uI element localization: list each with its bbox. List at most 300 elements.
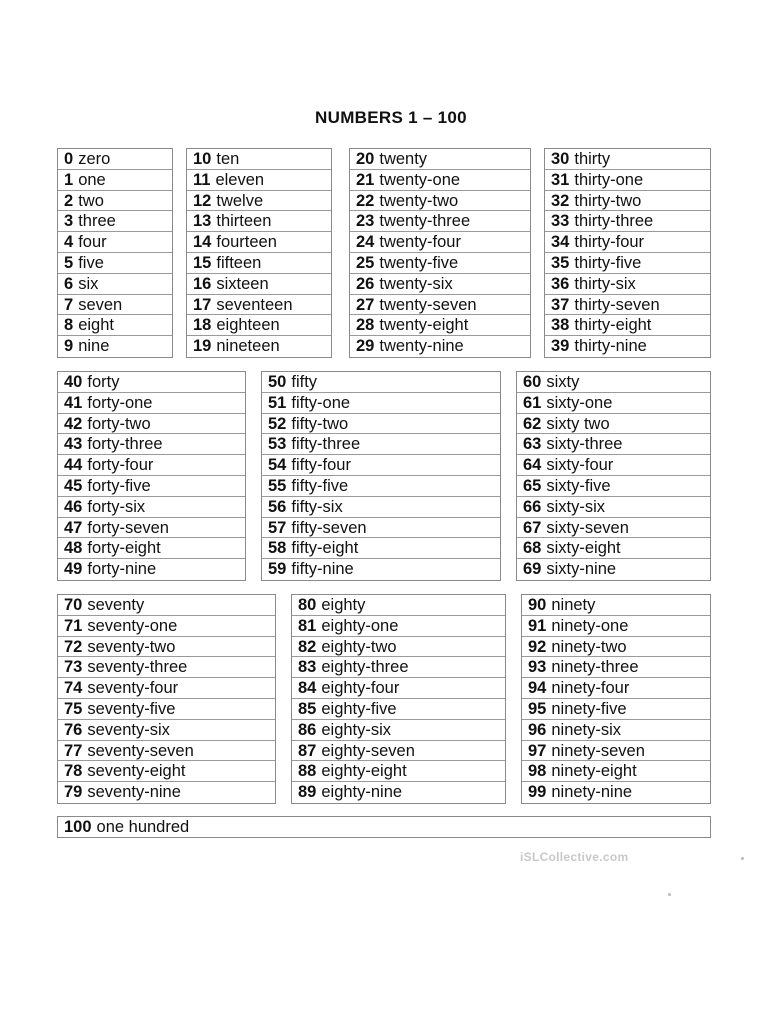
number-row [522, 741, 710, 762]
number-word: thirteen [216, 212, 272, 231]
number-row [58, 274, 172, 295]
number-row [58, 455, 245, 476]
numeral: 79 [64, 783, 83, 802]
number-word: sixty two [546, 414, 610, 433]
numeral: 38 [551, 316, 570, 335]
number-word: zero [78, 150, 111, 168]
numeral: 2 [64, 191, 74, 210]
numeral: 10 [193, 150, 212, 168]
numeral: 98 [528, 762, 547, 781]
numeral: 75 [64, 699, 83, 718]
number-word: ninety-eight [551, 762, 637, 781]
number-row [58, 232, 172, 253]
numeral: 15 [193, 253, 212, 272]
numeral: 17 [193, 295, 212, 314]
numeral: 27 [356, 295, 375, 314]
number-word: forty-eight [87, 539, 161, 558]
number-word: seventy-seven [87, 741, 194, 760]
number-row [350, 211, 530, 232]
numeral: 55 [268, 476, 287, 495]
numeral: 62 [523, 414, 542, 433]
number-word: eighty-six [321, 720, 392, 739]
numeral: 29 [356, 337, 375, 356]
number-group-100 [57, 816, 711, 838]
number-word: forty-five [87, 476, 151, 495]
number-row [262, 455, 500, 476]
number-word: ninety-six [551, 720, 622, 739]
number-row [58, 149, 172, 170]
number-group-20-29 [349, 148, 531, 358]
numeral: 48 [64, 539, 83, 558]
numeral: 50 [268, 373, 287, 391]
number-row [522, 616, 710, 637]
numeral: 7 [64, 295, 74, 314]
number-row [58, 170, 172, 191]
number-word: ninety [551, 596, 596, 614]
number-word: sixty-eight [546, 539, 621, 558]
number-word: twelve [216, 191, 264, 210]
number-row [517, 393, 710, 414]
numeral: 85 [298, 699, 317, 718]
number-word: seventy-six [87, 720, 170, 739]
number-group-80-89 [291, 594, 506, 804]
number-row [58, 741, 275, 762]
number-word: thirty-four [574, 233, 645, 252]
number-row [522, 637, 710, 658]
numeral: 87 [298, 741, 317, 760]
number-row [517, 434, 710, 455]
number-word: forty-one [87, 393, 153, 412]
number-word: eighty-nine [321, 783, 403, 802]
numeral: 37 [551, 295, 570, 314]
number-word: thirty-one [574, 170, 644, 189]
number-row [517, 476, 710, 497]
number-row [350, 253, 530, 274]
number-word: forty-nine [87, 560, 157, 579]
number-word: twenty-eight [379, 316, 469, 335]
number-row [517, 538, 710, 559]
number-word: eighteen [216, 316, 280, 335]
number-word: seventy-one [87, 616, 178, 635]
number-row [187, 336, 331, 357]
number-word: sixty-one [546, 393, 613, 412]
number-word: eighty-five [321, 699, 397, 718]
number-row [58, 518, 245, 539]
number-word: eighty-two [321, 637, 397, 656]
numeral: 1 [64, 170, 74, 189]
number-row [58, 211, 172, 232]
number-row [545, 149, 710, 170]
number-word: eighty-eight [321, 762, 407, 781]
number-word: seventy-two [87, 637, 176, 656]
numeral: 57 [268, 518, 287, 537]
numeral: 51 [268, 393, 287, 412]
number-row [58, 295, 172, 316]
number-row [545, 336, 710, 357]
number-word: fifty-five [291, 476, 349, 495]
number-word: twenty-one [379, 170, 461, 189]
number-word: one [78, 170, 106, 189]
number-row [517, 559, 710, 580]
number-row [350, 315, 530, 336]
number-word: eleven [215, 170, 265, 189]
number-row [545, 274, 710, 295]
numeral: 41 [64, 393, 83, 412]
number-word: sixty-four [546, 456, 614, 475]
numeral: 64 [523, 456, 542, 475]
number-row [350, 336, 530, 357]
number-group-0-9 [57, 148, 173, 358]
number-word: fourteen [216, 233, 277, 252]
number-word: forty-two [87, 414, 151, 433]
number-row [545, 295, 710, 316]
numeral: 88 [298, 762, 317, 781]
number-word: forty [87, 373, 120, 391]
numeral: 77 [64, 741, 83, 760]
number-word: twenty-three [379, 212, 471, 231]
numeral: 59 [268, 560, 287, 579]
numeral: 70 [64, 596, 83, 614]
number-word: ninety-nine [551, 783, 633, 802]
numeral: 81 [298, 616, 317, 635]
numeral: 24 [356, 233, 375, 252]
numeral: 32 [551, 191, 570, 210]
numeral: 63 [523, 435, 542, 454]
numeral: 54 [268, 456, 287, 475]
numeral: 39 [551, 337, 570, 356]
numeral: 11 [193, 170, 211, 189]
number-word: thirty-five [574, 253, 642, 272]
number-row [58, 657, 275, 678]
number-row [292, 761, 505, 782]
numeral: 40 [64, 373, 83, 391]
number-row [58, 616, 275, 637]
number-row [292, 678, 505, 699]
numeral: 100 [64, 818, 92, 836]
number-row [262, 476, 500, 497]
number-row [58, 761, 275, 782]
number-row [292, 657, 505, 678]
number-word: sixteen [216, 274, 269, 293]
number-row [58, 637, 275, 658]
numeral: 72 [64, 637, 83, 656]
number-row [292, 782, 505, 803]
number-row [187, 191, 331, 212]
numeral: 22 [356, 191, 375, 210]
number-row [522, 595, 710, 616]
number-word: eight [78, 316, 114, 335]
number-word: seventy-three [87, 658, 188, 677]
numeral: 71 [64, 616, 83, 635]
number-word: two [78, 191, 104, 210]
number-group-70-79 [57, 594, 276, 804]
numeral: 73 [64, 658, 83, 677]
number-row [58, 393, 245, 414]
numeral: 61 [523, 393, 542, 412]
number-word: thirty-nine [574, 337, 647, 356]
numeral: 60 [523, 373, 542, 391]
number-row [545, 170, 710, 191]
numeral: 16 [193, 274, 212, 293]
numeral: 33 [551, 212, 570, 231]
number-word: five [78, 253, 104, 272]
numeral: 53 [268, 435, 287, 454]
number-row [517, 497, 710, 518]
numeral: 36 [551, 274, 570, 293]
number-row [58, 782, 275, 803]
number-word: fifty-four [291, 456, 351, 475]
number-row [58, 720, 275, 741]
number-word: seventy-five [87, 699, 176, 718]
numeral: 52 [268, 414, 287, 433]
number-word: sixty [546, 373, 580, 391]
number-word: twenty-six [379, 274, 453, 293]
numeral: 66 [523, 497, 542, 516]
number-row [350, 295, 530, 316]
numeral: 56 [268, 497, 287, 516]
number-row [187, 315, 331, 336]
scan-speck [741, 857, 744, 860]
number-row [545, 211, 710, 232]
number-row [262, 393, 500, 414]
number-word: twenty-nine [379, 337, 464, 356]
numeral: 34 [551, 233, 570, 252]
number-row [522, 678, 710, 699]
numeral: 45 [64, 476, 83, 495]
number-word: thirty [574, 150, 611, 168]
number-row [58, 538, 245, 559]
numeral: 26 [356, 274, 375, 293]
numeral: 82 [298, 637, 317, 656]
number-word: eighty-four [321, 679, 400, 698]
number-word: forty-six [87, 497, 146, 516]
numeral: 90 [528, 596, 547, 614]
number-word: thirty-two [574, 191, 642, 210]
number-row [58, 253, 172, 274]
numeral: 44 [64, 456, 83, 475]
number-row [58, 817, 710, 838]
numeral: 69 [523, 560, 542, 579]
number-word: eighty [321, 596, 366, 614]
number-row [545, 232, 710, 253]
number-row [58, 559, 245, 580]
page-title: NUMBERS 1 – 100 [315, 108, 467, 127]
numeral: 31 [551, 170, 570, 189]
number-row [517, 414, 710, 435]
number-word: seventy [87, 596, 145, 614]
number-row [292, 616, 505, 637]
number-word: seventy-eight [87, 762, 186, 781]
number-row [58, 372, 245, 393]
numeral: 35 [551, 253, 570, 272]
number-word: forty-four [87, 456, 154, 475]
number-group-40-49 [57, 371, 246, 581]
number-row [262, 414, 500, 435]
number-row [517, 518, 710, 539]
number-row [522, 720, 710, 741]
numeral: 58 [268, 539, 287, 558]
numeral: 95 [528, 699, 547, 718]
number-word: fifty-nine [291, 560, 354, 579]
number-row [545, 191, 710, 212]
number-row [58, 476, 245, 497]
number-word: seven [78, 295, 123, 314]
numeral: 13 [193, 212, 212, 231]
number-row [58, 315, 172, 336]
number-row [187, 253, 331, 274]
number-row [58, 595, 275, 616]
number-word: fifty-six [291, 497, 343, 516]
number-word: seventeen [216, 295, 293, 314]
numeral: 6 [64, 274, 74, 293]
numeral: 86 [298, 720, 317, 739]
number-row [292, 720, 505, 741]
numeral: 74 [64, 679, 83, 698]
numeral: 46 [64, 497, 83, 516]
numeral: 67 [523, 518, 542, 537]
number-word: one hundred [96, 818, 190, 836]
number-row [187, 211, 331, 232]
numeral: 49 [64, 560, 83, 579]
number-word: fifty [291, 373, 318, 391]
numeral: 96 [528, 720, 547, 739]
number-row [187, 274, 331, 295]
number-row [58, 699, 275, 720]
number-word: fifty-two [291, 414, 349, 433]
number-word: ten [216, 150, 240, 168]
number-word: fifty-three [291, 435, 361, 454]
watermark-logo: iSLCollective.com [520, 850, 629, 864]
scan-speck [668, 893, 671, 896]
number-row [292, 699, 505, 720]
number-group-30-39 [544, 148, 711, 358]
numeral: 14 [193, 233, 212, 252]
number-row [292, 595, 505, 616]
numeral: 78 [64, 762, 83, 781]
number-row [292, 741, 505, 762]
number-group-60-69 [516, 371, 711, 581]
number-row [522, 657, 710, 678]
numeral: 30 [551, 150, 570, 168]
number-word: twenty-two [379, 191, 459, 210]
numeral: 25 [356, 253, 375, 272]
number-row [350, 274, 530, 295]
numeral: 0 [64, 150, 74, 168]
number-word: eighty-three [321, 658, 409, 677]
number-word: sixty-seven [546, 518, 629, 537]
number-row [187, 170, 331, 191]
numeral: 92 [528, 637, 547, 656]
number-row [522, 761, 710, 782]
numeral: 99 [528, 783, 547, 802]
numeral: 68 [523, 539, 542, 558]
numeral: 21 [356, 170, 375, 189]
numeral: 42 [64, 414, 83, 433]
number-word: sixty-nine [546, 560, 617, 579]
number-row [187, 295, 331, 316]
number-row [58, 497, 245, 518]
number-word: three [78, 212, 116, 231]
number-row [350, 232, 530, 253]
number-row [262, 538, 500, 559]
number-word: ninety-four [551, 679, 630, 698]
numeral: 91 [528, 616, 547, 635]
numeral: 23 [356, 212, 375, 231]
numeral: 84 [298, 679, 317, 698]
number-row [58, 191, 172, 212]
number-word: ninety-three [551, 658, 639, 677]
number-word: thirty-seven [574, 295, 660, 314]
number-row [58, 434, 245, 455]
number-row [350, 170, 530, 191]
number-row [262, 518, 500, 539]
number-word: fifty-eight [291, 539, 359, 558]
number-row [522, 699, 710, 720]
number-word: twenty [379, 150, 428, 168]
number-word: thirty-three [574, 212, 654, 231]
number-word: twenty-seven [379, 295, 477, 314]
number-row [545, 253, 710, 274]
number-word: twenty-five [379, 253, 459, 272]
number-word: nineteen [216, 337, 280, 356]
number-word: sixty-five [546, 476, 611, 495]
number-group-10-19 [186, 148, 332, 358]
number-word: four [78, 233, 107, 252]
number-row [262, 372, 500, 393]
numeral: 3 [64, 212, 74, 231]
numeral: 19 [193, 337, 212, 356]
number-word: ninety-seven [551, 741, 645, 760]
numeral: 94 [528, 679, 547, 698]
number-word: eighty-one [321, 616, 399, 635]
numeral: 97 [528, 741, 547, 760]
number-row [545, 315, 710, 336]
numeral: 9 [64, 337, 74, 356]
number-row [292, 637, 505, 658]
numeral: 93 [528, 658, 547, 677]
numeral: 43 [64, 435, 83, 454]
numeral: 20 [356, 150, 375, 168]
numeral: 12 [193, 191, 212, 210]
number-word: sixty-six [546, 497, 606, 516]
number-word: fifty-seven [291, 518, 367, 537]
number-word: nine [78, 337, 110, 356]
number-row [522, 782, 710, 803]
number-word: fifty-one [291, 393, 351, 412]
number-word: seventy-nine [87, 783, 181, 802]
numeral: 47 [64, 518, 83, 537]
number-row [262, 434, 500, 455]
number-word: seventy-four [87, 679, 179, 698]
numeral: 4 [64, 233, 74, 252]
number-row [187, 149, 331, 170]
numeral: 18 [193, 316, 212, 335]
numeral: 76 [64, 720, 83, 739]
numeral: 80 [298, 596, 317, 614]
number-word: forty-seven [87, 518, 169, 537]
number-row [350, 191, 530, 212]
number-row [58, 414, 245, 435]
numeral: 89 [298, 783, 317, 802]
number-row [350, 149, 530, 170]
numeral: 28 [356, 316, 375, 335]
number-word: ninety-five [551, 699, 627, 718]
number-row [262, 497, 500, 518]
number-word: ninety-two [551, 637, 627, 656]
numeral: 65 [523, 476, 542, 495]
number-word: twenty-four [379, 233, 461, 252]
number-word: sixty-three [546, 435, 623, 454]
